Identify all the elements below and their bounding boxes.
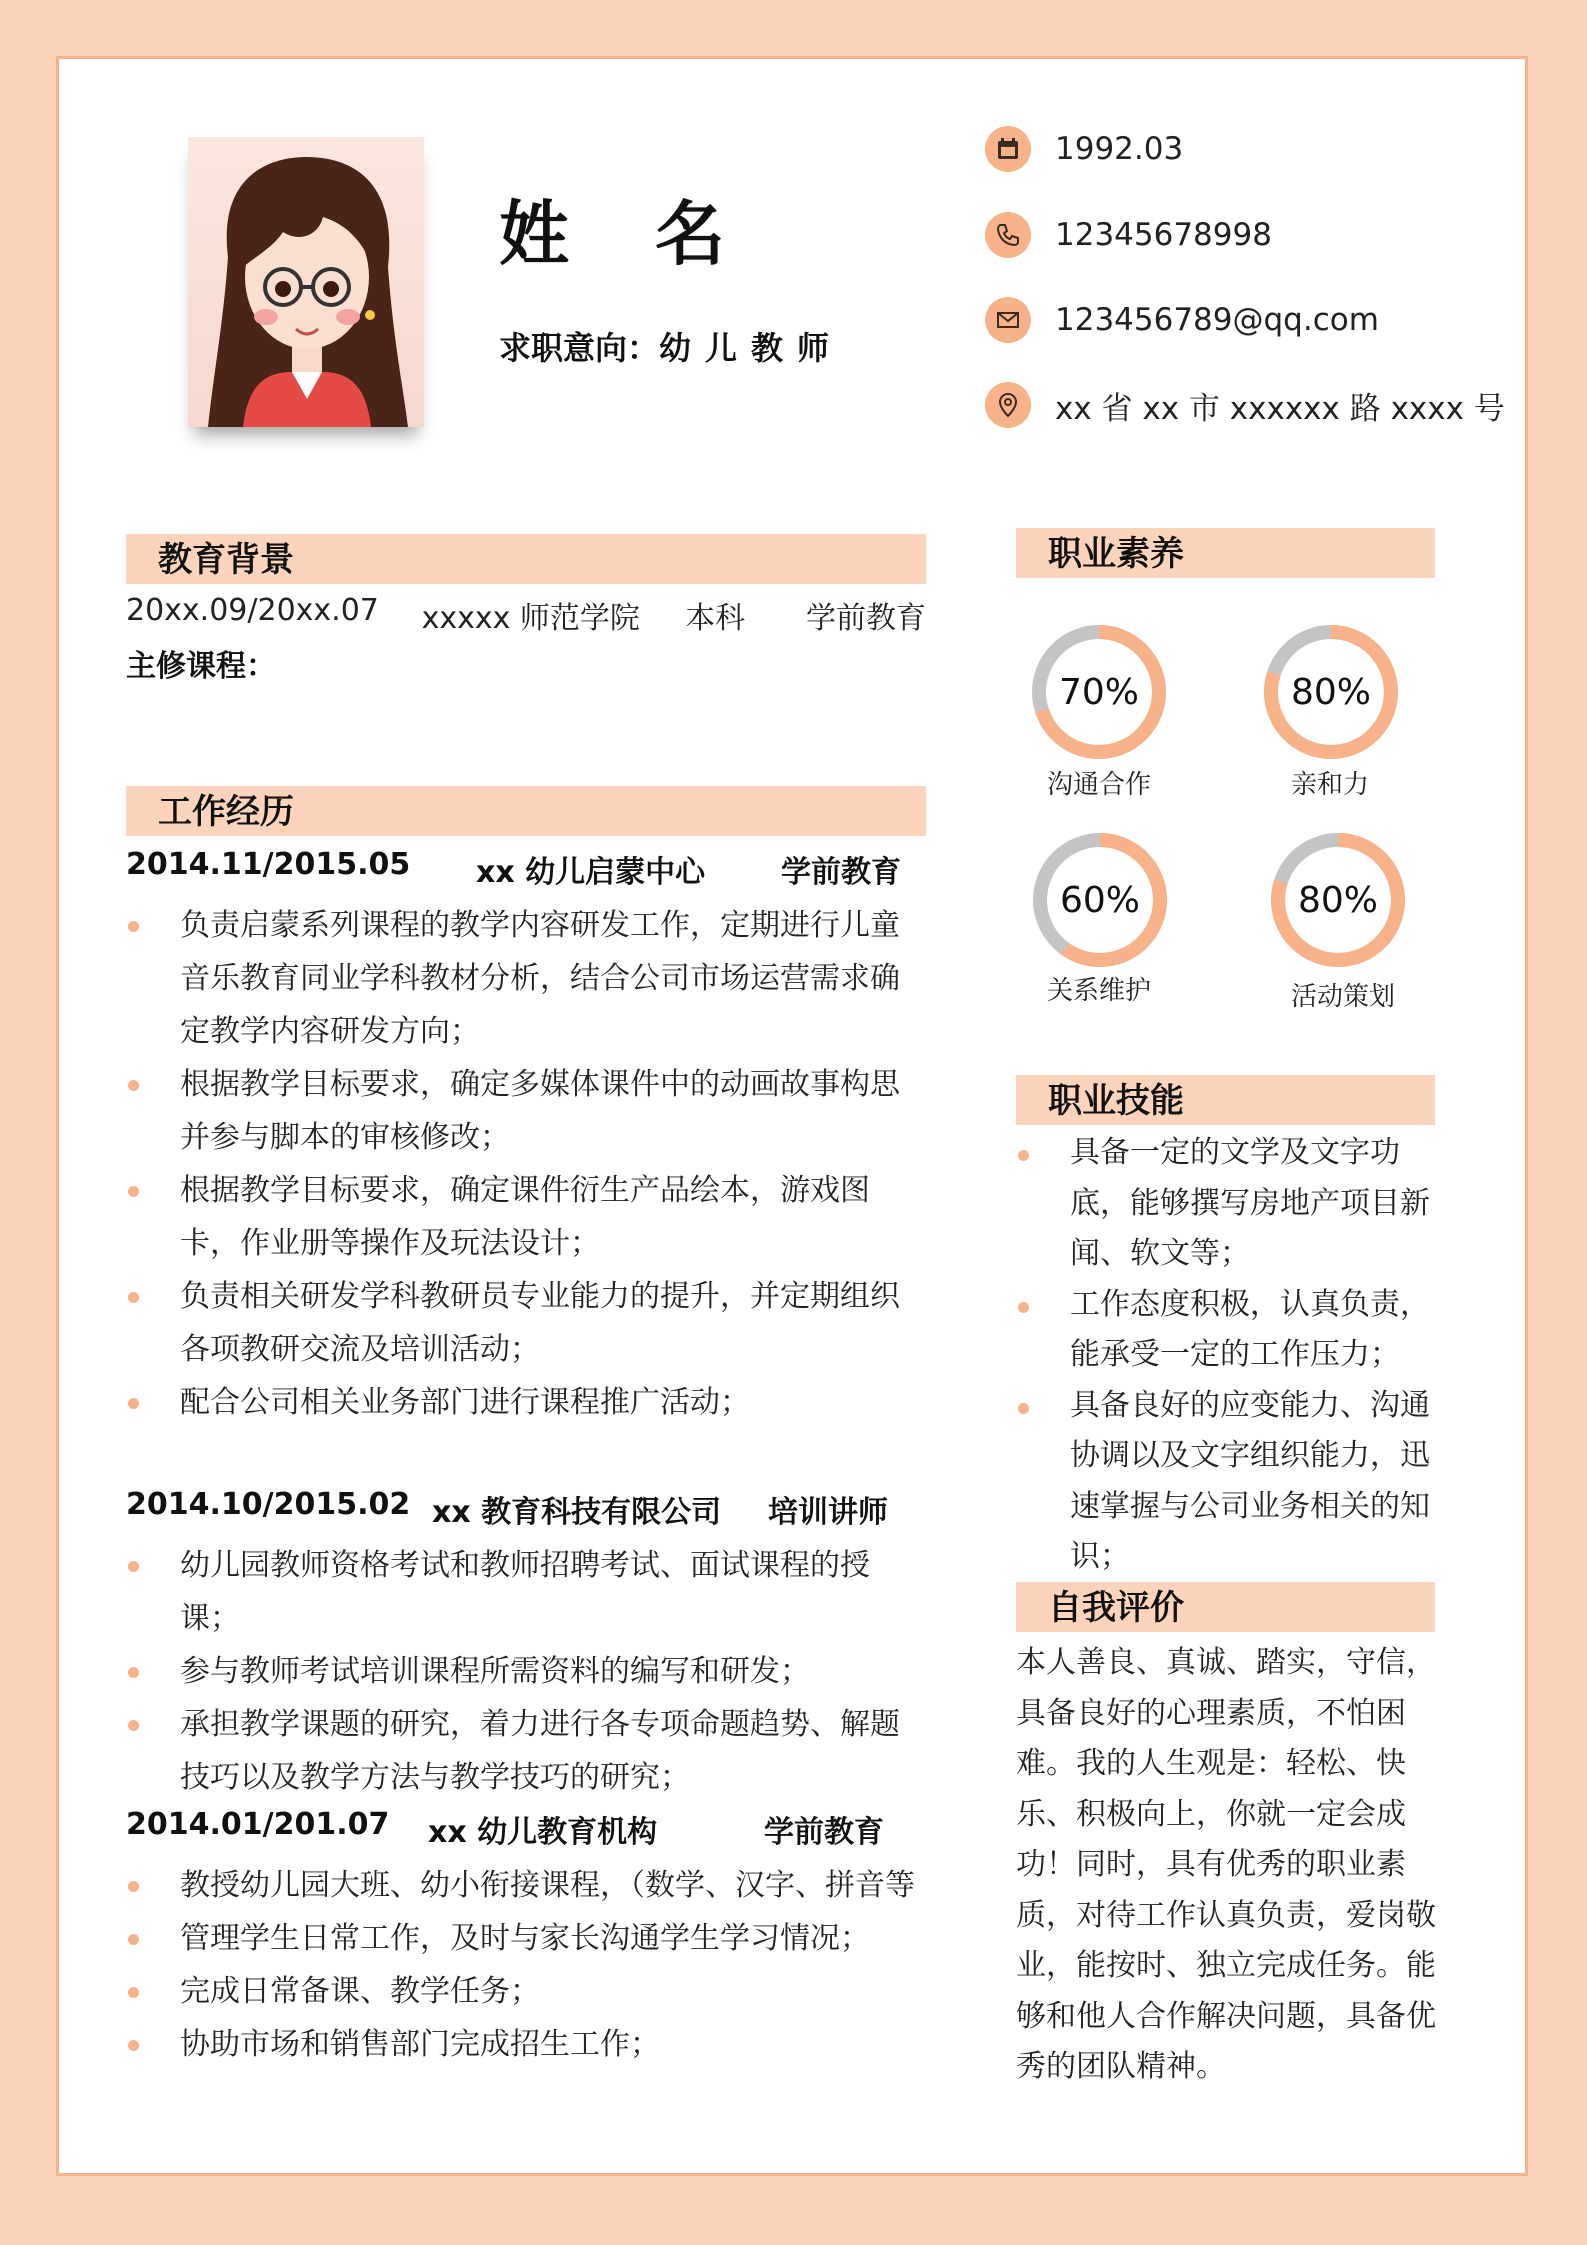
quality-item — [1024, 830, 1200, 1007]
list-item: 具备良好的应变能力、沟通协调以及文字组织能力，迅速掌握与公司业务相关的知识； — [1016, 1381, 1436, 1583]
job-header — [126, 847, 926, 891]
birth-date: 1992.03 — [1055, 131, 1184, 167]
courses-label: 主修课程： — [126, 649, 276, 684]
job-period: 2014.01/201.07 — [126, 1807, 390, 1842]
job-intent-label: 求职意向： — [499, 329, 660, 367]
phone-number[interactable]: 12345678998 — [1055, 217, 1272, 253]
contact-phone — [985, 212, 1272, 258]
education-period: 20xx.09/20xx.07 — [126, 593, 379, 628]
quality-item — [1255, 830, 1431, 1013]
list-item: 配合公司相关业务部门进行课程推广活动； — [126, 1376, 926, 1429]
girl-illustration — [188, 137, 424, 427]
job-period: 2014.10/2015.02 — [126, 1487, 411, 1522]
job-company: xx 教育科技有限公司 — [432, 1495, 722, 1530]
list-item: 承担教学课题的研究，着力进行各专项命题趋势、解题技巧以及教学方法与教学技巧的研究； — [126, 1698, 926, 1804]
contact-address — [985, 382, 1505, 428]
gauge-value: 80% — [1290, 672, 1372, 713]
quality-item — [1024, 622, 1200, 801]
quality-item — [1255, 622, 1431, 801]
list-item: 协助市场和销售部门完成招生工作； — [126, 2018, 926, 2071]
job-role: 培训讲师 — [768, 1495, 888, 1530]
job-period: 2014.11/2015.05 — [126, 847, 411, 882]
job-3 — [126, 1807, 926, 2071]
job-1 — [126, 847, 926, 1429]
email-address[interactable]: 123456789@qq.com — [1055, 302, 1379, 338]
section-title-self-evaluation: 自我评价 — [1016, 1582, 1435, 1632]
contact-birth — [985, 126, 1183, 172]
job-duties — [126, 899, 926, 1429]
list-item: 根据教学目标要求，确定多媒体课件中的动画故事构思并参与脚本的审核修改； — [126, 1058, 926, 1164]
section-title-skills: 职业技能 — [1016, 1075, 1435, 1125]
self-evaluation-text: 本人善良、真诚、踏实，守信，具备良好的心理素质，不怕困难。我的人生观是：轻松、快乐、积极向上，你就一定会成功！同时，具有优秀的职业素质，对待工作认真负责，爱岗敬业，能按时、独立完成任务。能够和他人合作解决问题，具备优秀的团队精神。 — [1016, 1645, 1436, 2084]
section-title-work: 工作经历 — [126, 786, 926, 836]
job-intent-value: 幼儿教师 — [659, 329, 844, 367]
job-header — [126, 1487, 926, 1531]
list-item: 负责相关研发学科教研员专业能力的提升，并定期组织各项教研交流及培训活动； — [126, 1270, 926, 1376]
education-school: xxxxx 师范学院 — [421, 601, 640, 636]
quality-gauge — [1030, 830, 1170, 970]
page-title: 姓名 — [499, 193, 811, 275]
resume-page — [56, 56, 1528, 2176]
job-header — [126, 1807, 926, 1851]
skills-list — [1016, 1128, 1436, 1583]
quality-gauge — [1029, 622, 1169, 762]
section-title-qualities: 职业素养 — [1016, 528, 1435, 578]
list-item: 完成日常备课、教学任务； — [126, 1965, 926, 2018]
address: xx 省 xx 市 xxxxxx 路 xxxx 号 — [1055, 390, 1505, 427]
quality-label: 关系维护 — [1046, 976, 1151, 1006]
job-2 — [126, 1487, 926, 1804]
job-role: 学前教育 — [764, 1815, 884, 1850]
section-title-education: 教育背景 — [126, 534, 926, 584]
job-duties — [126, 1539, 926, 1804]
calendar-icon — [985, 126, 1031, 172]
location-icon — [985, 382, 1031, 428]
quality-label: 活动策划 — [1290, 982, 1395, 1012]
mail-icon — [985, 297, 1031, 343]
list-item: 管理学生日常工作，及时与家长沟通学生学习情况； — [126, 1912, 926, 1965]
job-company: xx 幼儿启蒙中心 — [476, 855, 706, 890]
quality-gauge — [1261, 622, 1401, 762]
job-company: xx 幼儿教育机构 — [428, 1815, 658, 1850]
quality-label: 沟通合作 — [1046, 770, 1151, 800]
avatar — [188, 137, 424, 427]
list-item: 负责启蒙系列课程的教学内容研发工作，定期进行儿童音乐教育同业学科教材分析，结合公司市场运营需求确定教学内容研发方向； — [126, 899, 926, 1058]
job-role: 学前教育 — [781, 855, 901, 890]
gauge-value: 80% — [1297, 880, 1379, 921]
gauge-value: 60% — [1059, 880, 1141, 921]
list-item: 根据教学目标要求，确定课件衍生产品绘本，游戏图卡，作业册等操作及玩法设计； — [126, 1164, 926, 1270]
education-degree: 本科 — [685, 601, 746, 636]
phone-icon — [985, 212, 1031, 258]
job-intent — [499, 323, 843, 369]
education-row — [126, 593, 926, 637]
job-duties — [126, 1859, 926, 2071]
quality-gauge — [1268, 830, 1408, 970]
list-item: 教授幼儿园大班、幼小衔接课程，（数学、汉字、拼音等 — [126, 1859, 926, 1912]
list-item: 具备一定的文学及文字功底，能够撰写房地产项目新闻、软文等； — [1016, 1128, 1436, 1280]
contact-email — [985, 297, 1379, 343]
quality-label: 亲和力 — [1290, 770, 1369, 800]
education-major: 学前教育 — [806, 601, 926, 636]
list-item: 工作态度积极，认真负责，能承受一定的工作压力； — [1016, 1280, 1436, 1381]
list-item: 参与教师考试培训课程所需资料的编写和研发； — [126, 1645, 926, 1698]
list-item: 幼儿园教师资格考试和教师招聘考试、面试课程的授课； — [126, 1539, 926, 1645]
gauge-value: 70% — [1058, 672, 1140, 713]
